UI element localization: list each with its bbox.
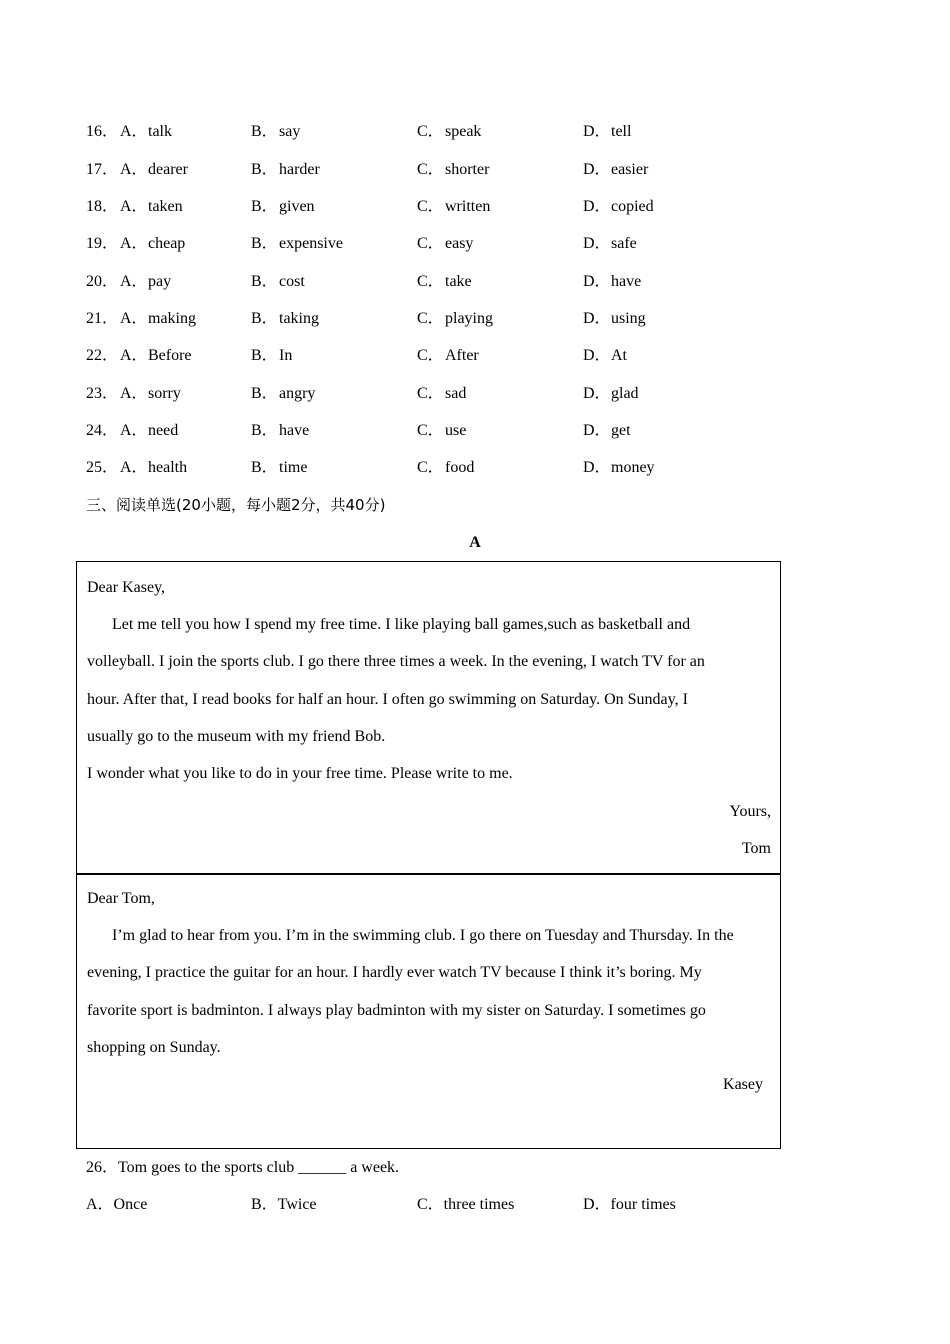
option-d[interactable]: D．copied [583, 198, 654, 215]
letter-line: shopping on Sunday. [87, 1039, 221, 1056]
section-title: 三、阅读单选(20小题，每小题2分，共40分) [86, 496, 386, 514]
option-a[interactable]: A．pay [120, 273, 172, 290]
option-c[interactable]: C．food [417, 459, 475, 476]
letter-box-tom [76, 561, 781, 875]
option-a[interactable]: A．sorry [120, 385, 181, 402]
option-a[interactable]: A．Once [86, 1196, 148, 1213]
question-number: 19． [86, 235, 119, 252]
option-c[interactable]: C．easy [417, 235, 474, 252]
question-26-options [86, 1195, 786, 1215]
question-number: 22． [86, 347, 119, 364]
option-c[interactable]: C．speak [417, 123, 482, 140]
option-b[interactable]: B．given [251, 198, 315, 215]
option-a[interactable]: A．Before [120, 347, 192, 364]
option-d[interactable]: D．four times [583, 1196, 676, 1213]
question-number: 23． [86, 385, 119, 402]
option-a[interactable]: A．taken [120, 198, 183, 215]
letter-greeting: Dear Tom, [87, 890, 155, 907]
letter-box-kasey [76, 873, 781, 1149]
option-c[interactable]: C．playing [417, 310, 493, 327]
option-d[interactable]: D．At [583, 347, 627, 364]
option-c[interactable]: C．sad [417, 385, 467, 402]
letter-line: evening, I practice the guitar for an hour. I hardly ever watch TV because I think it’s boring. My [87, 964, 702, 981]
letter-line: I’m glad to hear from you. I’m in the swimming club. I go there on Tuesday and Thursday. In the [112, 927, 734, 944]
letter-line: Let me tell you how I spend my free time. I like playing ball games,such as basketball and [112, 616, 691, 633]
option-d[interactable]: D．safe [583, 235, 637, 252]
option-a[interactable]: A．dearer [120, 161, 188, 178]
option-a[interactable]: A．need [120, 422, 179, 439]
option-d[interactable]: D．money [583, 459, 655, 476]
letter-line: I wonder what you like to do in your free time. Please write to me. [87, 765, 513, 782]
option-b[interactable]: B．time [251, 459, 308, 476]
letter-signature: Kasey [723, 1076, 763, 1093]
passage-label: A [469, 534, 481, 551]
option-d[interactable]: D．glad [583, 385, 639, 402]
question-number: 16． [86, 123, 119, 140]
letter-line: volleyball. I join the sports club. I go there three times a week. In the evening, I watch TV for an [87, 653, 705, 670]
option-b[interactable]: B．have [251, 422, 310, 439]
question-number: 21． [86, 310, 119, 327]
letter-signature: Tom [741, 840, 771, 857]
option-c[interactable]: C．written [417, 198, 491, 215]
option-b[interactable]: B．taking [251, 310, 319, 327]
option-d[interactable]: D．easier [583, 161, 649, 178]
letter-greeting: Dear Kasey, [87, 579, 166, 596]
option-b[interactable]: B．expensive [251, 235, 343, 252]
option-d[interactable]: D．get [583, 422, 631, 439]
option-a[interactable]: A．talk [120, 123, 172, 140]
option-b[interactable]: B．cost [251, 273, 305, 290]
option-c[interactable]: C．shorter [417, 161, 490, 178]
option-a[interactable]: A．cheap [120, 235, 186, 252]
letter-closing: Yours, [729, 803, 771, 820]
option-b[interactable]: B．harder [251, 161, 320, 178]
option-c[interactable]: C．use [417, 422, 467, 439]
option-c[interactable]: C．take [417, 273, 472, 290]
question-number: 20． [86, 273, 119, 290]
option-a[interactable]: A．making [120, 310, 196, 327]
option-d[interactable]: D．have [583, 273, 642, 290]
option-b[interactable]: B．angry [251, 385, 316, 402]
option-a[interactable]: A．health [120, 459, 188, 476]
question-number: 18． [86, 198, 119, 215]
option-c[interactable]: C．three times [417, 1196, 515, 1213]
letter-line: usually go to the museum with my friend Bob. [87, 728, 386, 745]
question-26-stem: 26．Tom goes to the sports club ______ a week. [86, 1159, 400, 1176]
letter-line: favorite sport is badminton. I always play badminton with my sister on Saturday. I sometimes go [87, 1002, 706, 1019]
option-b[interactable]: B．say [251, 123, 301, 140]
question-number: 25． [86, 459, 119, 476]
option-b[interactable]: B．In [251, 347, 293, 364]
option-c[interactable]: C．After [417, 347, 479, 364]
option-b[interactable]: B．Twice [251, 1196, 317, 1213]
letter-line: hour. After that, I read books for half an hour. I often go swimming on Saturday. On Sunday, I [87, 691, 688, 708]
question-number: 24． [86, 422, 119, 439]
question-number: 17． [86, 161, 119, 178]
option-d[interactable]: D．using [583, 310, 646, 327]
option-d[interactable]: D．tell [583, 123, 632, 140]
